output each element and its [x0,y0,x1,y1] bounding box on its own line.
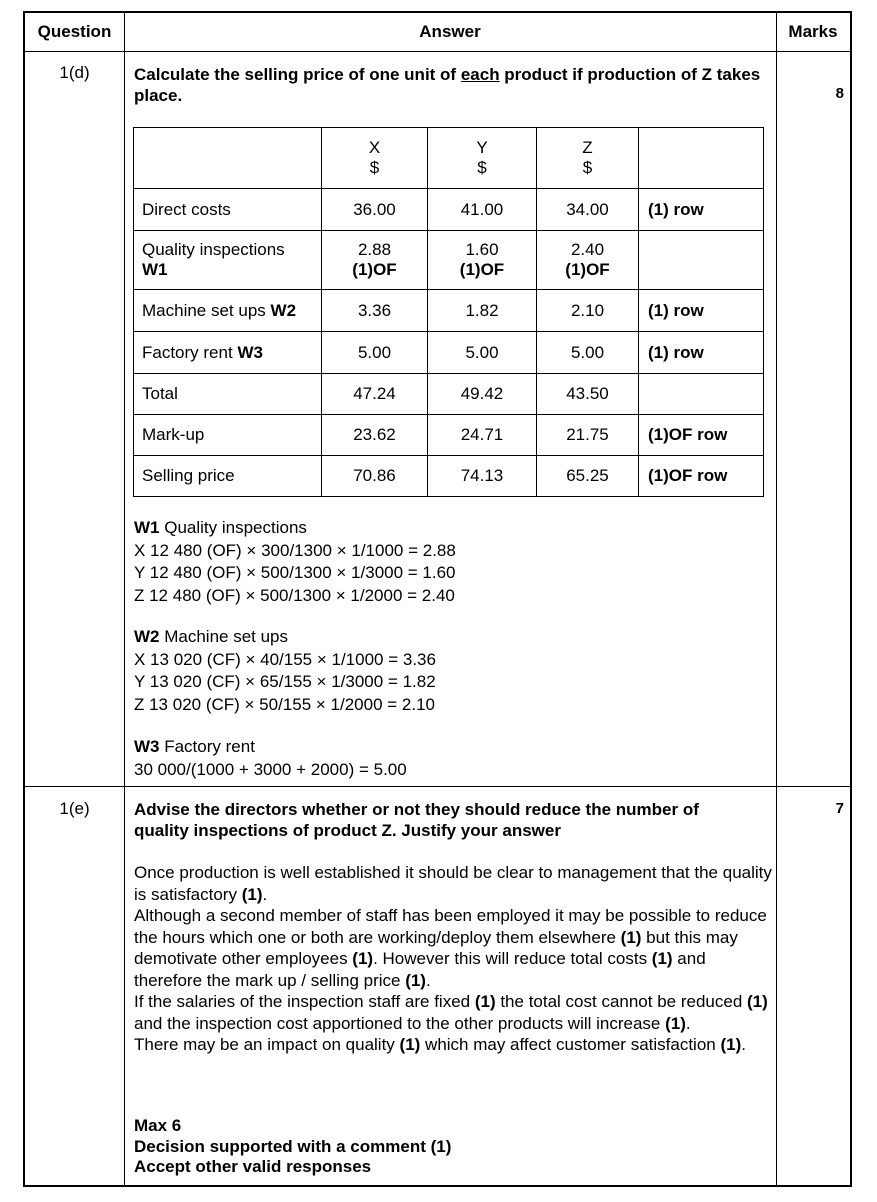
answer-paragraph: Once production is well established it should be clear to management that the quality is satisfactory (1). [134,863,772,904]
working-line: Z 12 480 (OF) × 500/1300 × 1/2000 = 2.40 [134,585,455,605]
row-label: Machine set ups W2 [134,290,322,332]
table-cell [639,128,764,189]
marking-note: Max 6 [134,1116,182,1135]
cell-x: 70.86 [322,456,428,497]
question-number: 1(e) [59,799,90,818]
row-mark: (1)OF row [639,415,764,456]
cell-y: 1.60 (1)OF [428,231,537,290]
column-header-z: Z $ [537,128,639,189]
marking-note: Decision supported with a comment (1) [134,1136,452,1156]
column-divider [124,13,125,1185]
cell-y: 24.71 [428,415,537,456]
title-text: Calculate the selling price of one unit of [134,65,461,84]
table-row [134,456,764,497]
title-text: product if production of Z takes place. [134,65,761,105]
header-divider [25,51,850,52]
row-mark: (1) row [639,189,764,231]
cell-x: 23.62 [322,415,428,456]
working-line: Z 13 020 (CF) × 50/155 × 1/2000 = 2.10 [134,694,436,714]
row-mark: (1)OF row [639,456,764,497]
cell-z: 65.25 [537,456,639,497]
cell-y: 74.13 [428,456,537,497]
column-header-y: Y $ [428,128,537,189]
column-header-x: X $ [322,128,428,189]
header-marks: Marks [788,22,838,41]
row-divider [25,786,850,787]
cell-z: 34.00 [537,189,639,231]
working-w1: W1 Quality inspections X 12 480 (OF) × 300/1300 × 1/1000 = 2.88 Y 12 480 (OF) × 500/1300 × 1/3000 = 1.60 Z 12 480 (OF) × 500/1300 × 1/2000 = 2.40 [134,517,456,607]
table-row [134,332,764,374]
title-line: quality inspections of product Z. Justify your answer [134,821,561,840]
cell-z: 21.75 [537,415,639,456]
table-cell [134,128,322,189]
working-line: X 13 020 (CF) × 40/155 × 1/1000 = 3.36 [134,649,436,669]
marking-note: Accept other valid responses [134,1157,372,1176]
question-title [134,64,784,106]
column-divider [776,13,777,1185]
cell-z: 2.10 [537,290,639,332]
table-row [134,374,764,415]
row-mark: (1) row [639,332,764,374]
cell-y: 41.00 [428,189,537,231]
header-question: Question [37,22,112,41]
row-mark [639,374,764,415]
table-row [134,189,764,231]
row-mark [639,231,764,290]
working-w3: W3 Factory rent 30 000/(1000 + 3000 + 2000) = 5.00 [134,736,407,781]
cell-x: 3.36 [322,290,428,332]
cell-z: 5.00 [537,332,639,374]
cell-x: 2.88 (1)OF [322,231,428,290]
row-label: Selling price [134,456,322,497]
answer-paragraph: Although a second member of staff has been employed it may be possible to reduce the hours which one or both are working/deploy them elsewhere (1) but this may demotivate other employees (1). However this will reduce total costs (1) and therefore the mark up / selling price (1). [134,906,767,990]
selling-price-table [133,127,764,497]
row-label: Quality inspections W1 [134,231,322,290]
table-row [134,415,764,456]
cell-x: 36.00 [322,189,428,231]
cell-z: 2.40 (1)OF [537,231,639,290]
working-line: Y 12 480 (OF) × 500/1300 × 1/3000 = 1.60 [134,563,456,582]
working-line: 30 000/(1000 + 3000 + 2000) = 5.00 [134,759,407,779]
question-marks: 8 [835,85,844,102]
working-w2: W2 Machine set ups X 13 020 (CF) × 40/155 × 1/1000 = 3.36 Y 13 020 (CF) × 65/155 × 1/3000 = 1.82 Z 13 020 (CF) × 50/155 × 1/2000 = 2.10 [134,626,436,716]
question-title [134,799,784,841]
mark-scheme-table [23,11,852,1187]
row-label: Mark-up [134,415,322,456]
cell-x: 47.24 [322,374,428,415]
answer-body [134,862,774,1056]
cell-y: 5.00 [428,332,537,374]
title-line: Advise the directors whether or not they should reduce the number of [134,800,699,819]
row-label: Total [134,374,322,415]
working-line: Y 13 020 (CF) × 65/155 × 1/3000 = 1.82 [134,672,436,691]
question-number: 1(d) [59,63,90,82]
header-answer: Answer [419,22,481,41]
cell-y: 1.82 [428,290,537,332]
marking-notes [134,1116,451,1178]
cell-z: 43.50 [537,374,639,415]
table-row [134,231,764,290]
row-label: Factory rent W3 [134,332,322,374]
row-mark: (1) row [639,290,764,332]
answer-paragraph: If the salaries of the inspection staff are fixed (1) the total cost cannot be reduced (1) and the inspection cost apportioned to the other products will increase (1). [134,992,768,1033]
cell-y: 49.42 [428,374,537,415]
working-line: X 12 480 (OF) × 300/1300 × 1/1000 = 2.88 [134,540,456,560]
title-underlined: each [460,65,500,84]
row-label: Direct costs [134,189,322,231]
answer-paragraph: There may be an impact on quality (1) which may affect customer satisfaction (1). [134,1035,746,1054]
table-header-row [134,128,764,189]
cell-x: 5.00 [322,332,428,374]
question-marks: 7 [835,800,844,817]
table-row [134,290,764,332]
